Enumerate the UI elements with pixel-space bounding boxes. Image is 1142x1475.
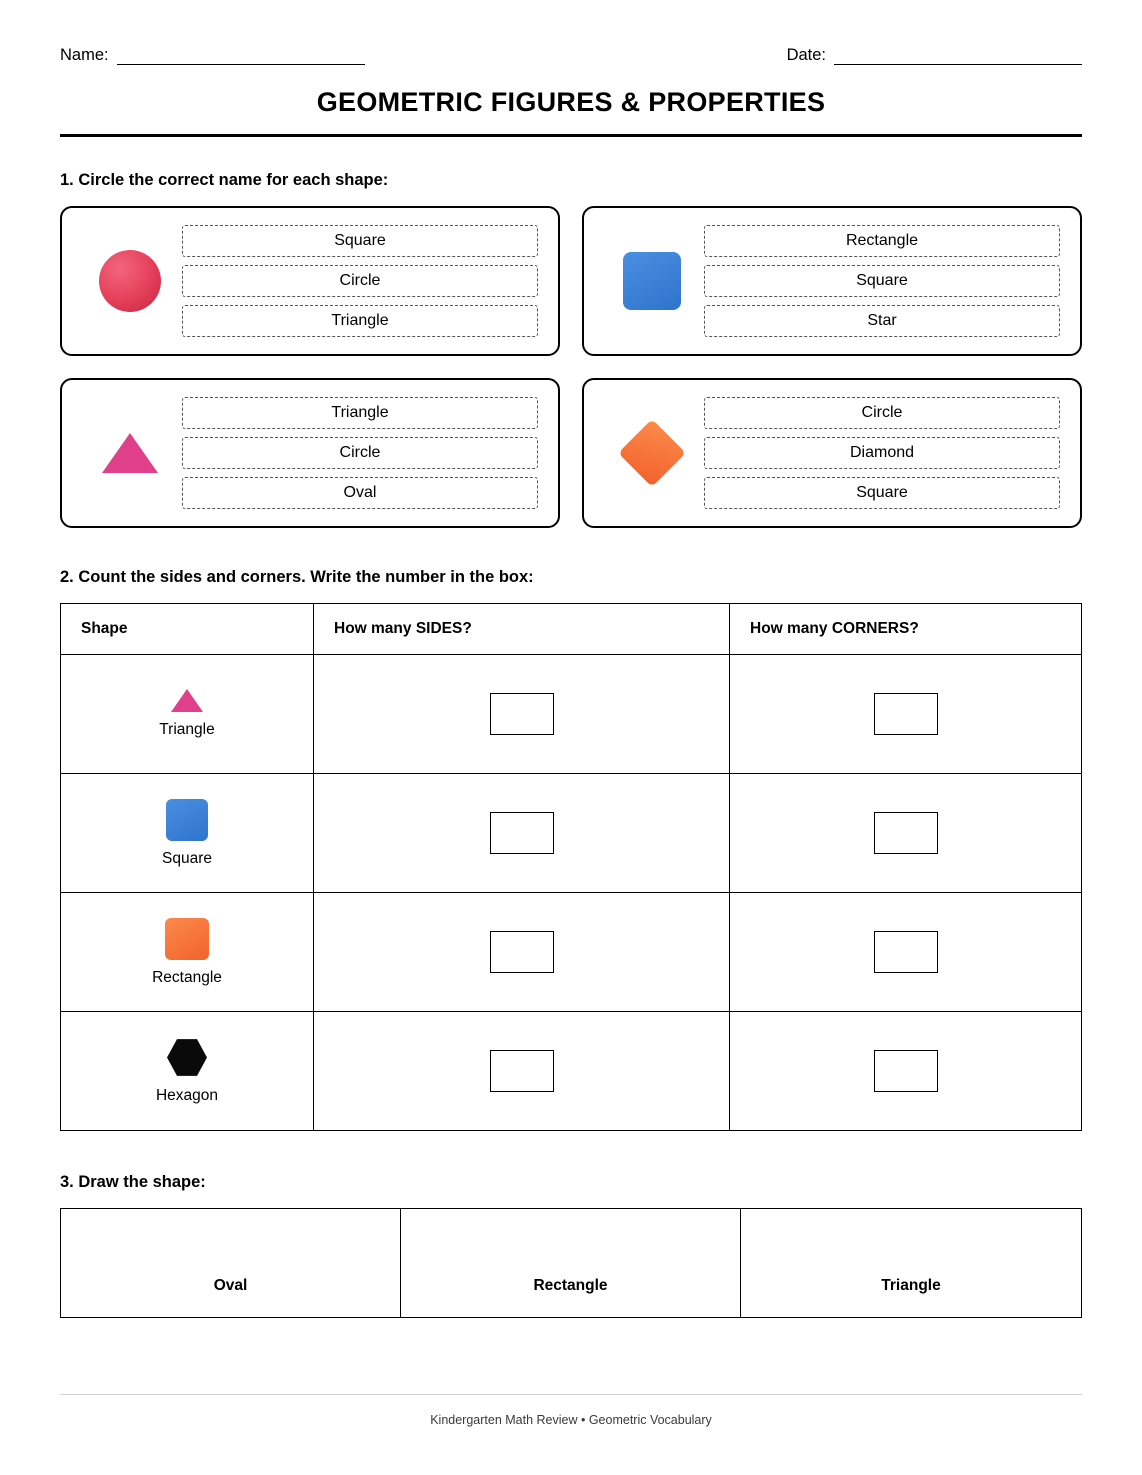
- column-header-sides: How many SIDES?: [314, 604, 730, 655]
- diamond-shape-icon: [600, 398, 704, 508]
- option-choice[interactable]: Triangle: [182, 305, 538, 337]
- draw-shape-grid: [60, 1208, 1082, 1318]
- option-choice[interactable]: Square: [704, 265, 1060, 297]
- table-row: [61, 1012, 1082, 1131]
- corners-answer-cell: [730, 893, 1082, 1012]
- option-choice[interactable]: Circle: [182, 265, 538, 297]
- sides-answer-cell: [314, 1012, 730, 1131]
- footer-text: Kindergarten Math Review • Geometric Vocabulary: [430, 1413, 712, 1427]
- corners-answer-box[interactable]: [874, 931, 938, 973]
- name-label: Name:: [60, 46, 109, 64]
- date-label: Date:: [786, 46, 826, 64]
- sides-answer-box[interactable]: [490, 693, 554, 735]
- sides-answer-cell: [314, 893, 730, 1012]
- column-header-corners: How many CORNERS?: [730, 604, 1082, 655]
- shape-label: Triangle: [159, 721, 215, 738]
- corners-answer-cell: [730, 655, 1082, 774]
- shape-label: Hexagon: [155, 1086, 219, 1104]
- sides-answer-box[interactable]: [490, 812, 554, 854]
- option-choice[interactable]: Circle: [182, 437, 538, 469]
- page-footer: [60, 1394, 1082, 1427]
- hexagon-icon: [167, 1038, 207, 1078]
- corners-answer-box[interactable]: [874, 693, 938, 735]
- corners-answer-cell: [730, 1012, 1082, 1131]
- corners-answer-cell: [730, 774, 1082, 893]
- square-shape-icon: [600, 226, 704, 336]
- option-choice[interactable]: Square: [182, 225, 538, 257]
- option-choice[interactable]: Square: [704, 477, 1060, 509]
- sides-answer-box[interactable]: [490, 931, 554, 973]
- circle-shape-icon: [78, 226, 182, 336]
- section1-card-grid: [60, 206, 1082, 528]
- shape-question-card: [582, 206, 1082, 356]
- rectangle-icon: [165, 918, 209, 960]
- name-group: [60, 46, 365, 65]
- draw-cell[interactable]: Rectangle: [401, 1209, 741, 1317]
- name-date-row: [60, 46, 1082, 65]
- option-list: [182, 225, 544, 337]
- square-icon: [166, 799, 208, 841]
- sides-answer-box[interactable]: [490, 1050, 554, 1092]
- option-choice[interactable]: Oval: [182, 477, 538, 509]
- column-header-shape: Shape: [61, 604, 314, 655]
- name-input-line[interactable]: [117, 50, 365, 65]
- option-choice[interactable]: Triangle: [182, 397, 538, 429]
- title-divider: [60, 134, 1082, 137]
- corners-answer-box[interactable]: [874, 1050, 938, 1092]
- section2-heading: 2. Count the sides and corners. Write the number in the box:: [60, 568, 534, 586]
- shape-cell: [61, 655, 314, 774]
- shape-question-card: [582, 378, 1082, 528]
- option-choice[interactable]: Circle: [704, 397, 1060, 429]
- triangle-shape-icon: [78, 398, 182, 508]
- option-list: [704, 397, 1066, 509]
- shape-question-card: [60, 378, 560, 528]
- section3-heading: 3. Draw the shape:: [60, 1173, 206, 1191]
- date-input-line[interactable]: [834, 50, 1082, 65]
- option-choice[interactable]: Diamond: [704, 437, 1060, 469]
- table-row: [61, 893, 1082, 1012]
- table-header-row: [61, 604, 1082, 655]
- shape-cell: [61, 774, 314, 893]
- option-choice[interactable]: Rectangle: [704, 225, 1060, 257]
- footer-divider: [60, 1394, 1082, 1395]
- sides-answer-cell: [314, 774, 730, 893]
- table-row: [61, 655, 1082, 774]
- shape-label: Square: [162, 849, 212, 867]
- corners-answer-box[interactable]: [874, 812, 938, 854]
- draw-cell[interactable]: Triangle: [881, 1277, 941, 1294]
- section1-heading: 1. Circle the correct name for each shape:: [60, 171, 389, 189]
- shape-label: Rectangle: [152, 968, 222, 986]
- sides-corners-table: [60, 603, 1082, 1131]
- option-choice[interactable]: Star: [704, 305, 1060, 337]
- option-list: [704, 225, 1066, 337]
- page-title: GEOMETRIC FIGURES & PROPERTIES: [316, 87, 826, 117]
- shape-question-card: [60, 206, 560, 356]
- triangle-icon: [171, 689, 203, 712]
- option-list: [182, 397, 544, 509]
- shape-cell: [61, 1012, 314, 1131]
- table-row: [61, 774, 1082, 893]
- date-group: [787, 46, 1082, 65]
- draw-cell[interactable]: Oval: [61, 1209, 401, 1317]
- shape-cell: [61, 893, 314, 1012]
- sides-answer-cell: [314, 655, 730, 774]
